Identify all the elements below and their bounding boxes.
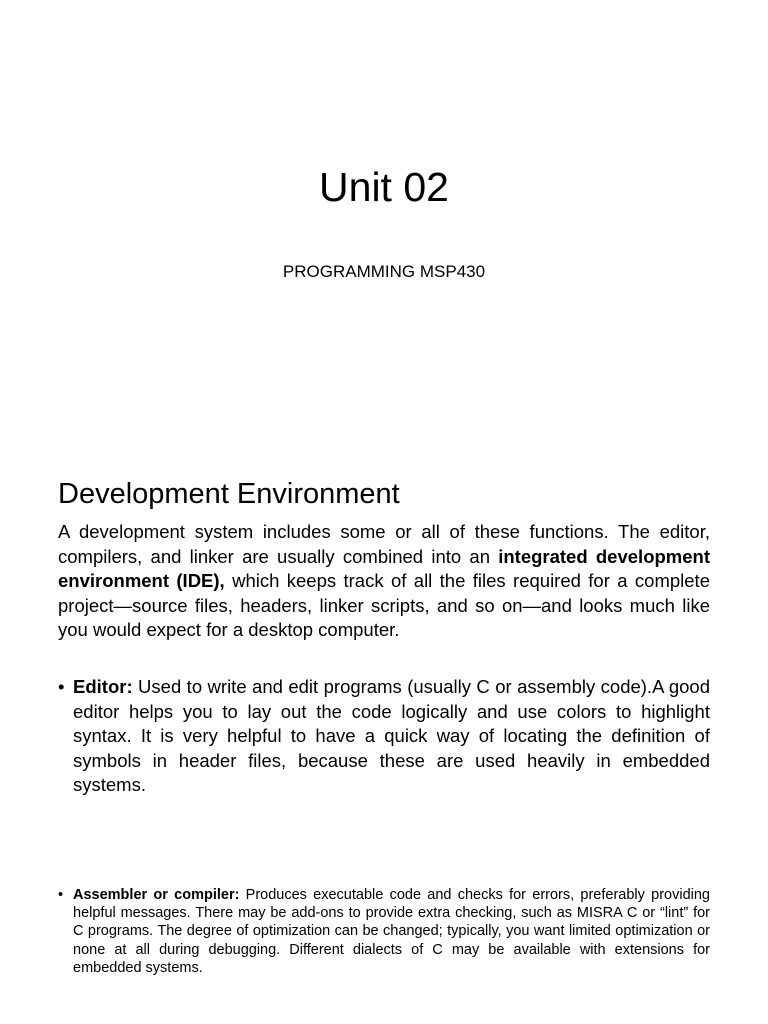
bullet-text: Used to write and edit programs (usually C or assembly code).A good editor helps you to lay out the code logically and use colors to highlight syntax. It is very helpful to have a quick way of locating the definition of symbols in header files, because these are used heavily in embedded systems. bbox=[73, 676, 710, 795]
section-heading: Development Environment bbox=[58, 478, 400, 510]
bullet-term: Editor: bbox=[73, 676, 133, 697]
slide-title: Unit 02 bbox=[319, 164, 449, 210]
slide-subtitle: PROGRAMMING MSP430 bbox=[282, 262, 486, 281]
bullet-editor bbox=[58, 675, 710, 798]
bullet-term: Assembler or compiler: bbox=[73, 887, 240, 903]
intro-text-end: which keeps track of all the files required for a complete project—source files, headers, linker scripts, and so on—and looks much like you would expect for a desktop computer. bbox=[58, 570, 710, 640]
bullet-text: Produces executable code and checks for errors, preferably providing helpful messages. There may be add-ons to provide extra checking, such as MISRA C or “lint” for C programs. The degree of optimization can be changed; typically, you want limited optimization or none at all during debugging. Different dialects of C may be available with extensions for embedded systems. bbox=[73, 887, 710, 976]
content-slide bbox=[0, 430, 768, 1024]
bullet-marker: • bbox=[58, 887, 64, 903]
intro-text-start: A development system includes some or all of these functions. The editor, compilers, and linker are usually combined into an bbox=[58, 521, 710, 567]
title-slide bbox=[0, 0, 768, 430]
bullet-marker: • bbox=[58, 676, 65, 697]
intro-bold-term: integrated development environment (IDE), bbox=[58, 545, 710, 591]
intro-paragraph bbox=[58, 520, 710, 643]
bullet-assembler bbox=[58, 886, 710, 977]
